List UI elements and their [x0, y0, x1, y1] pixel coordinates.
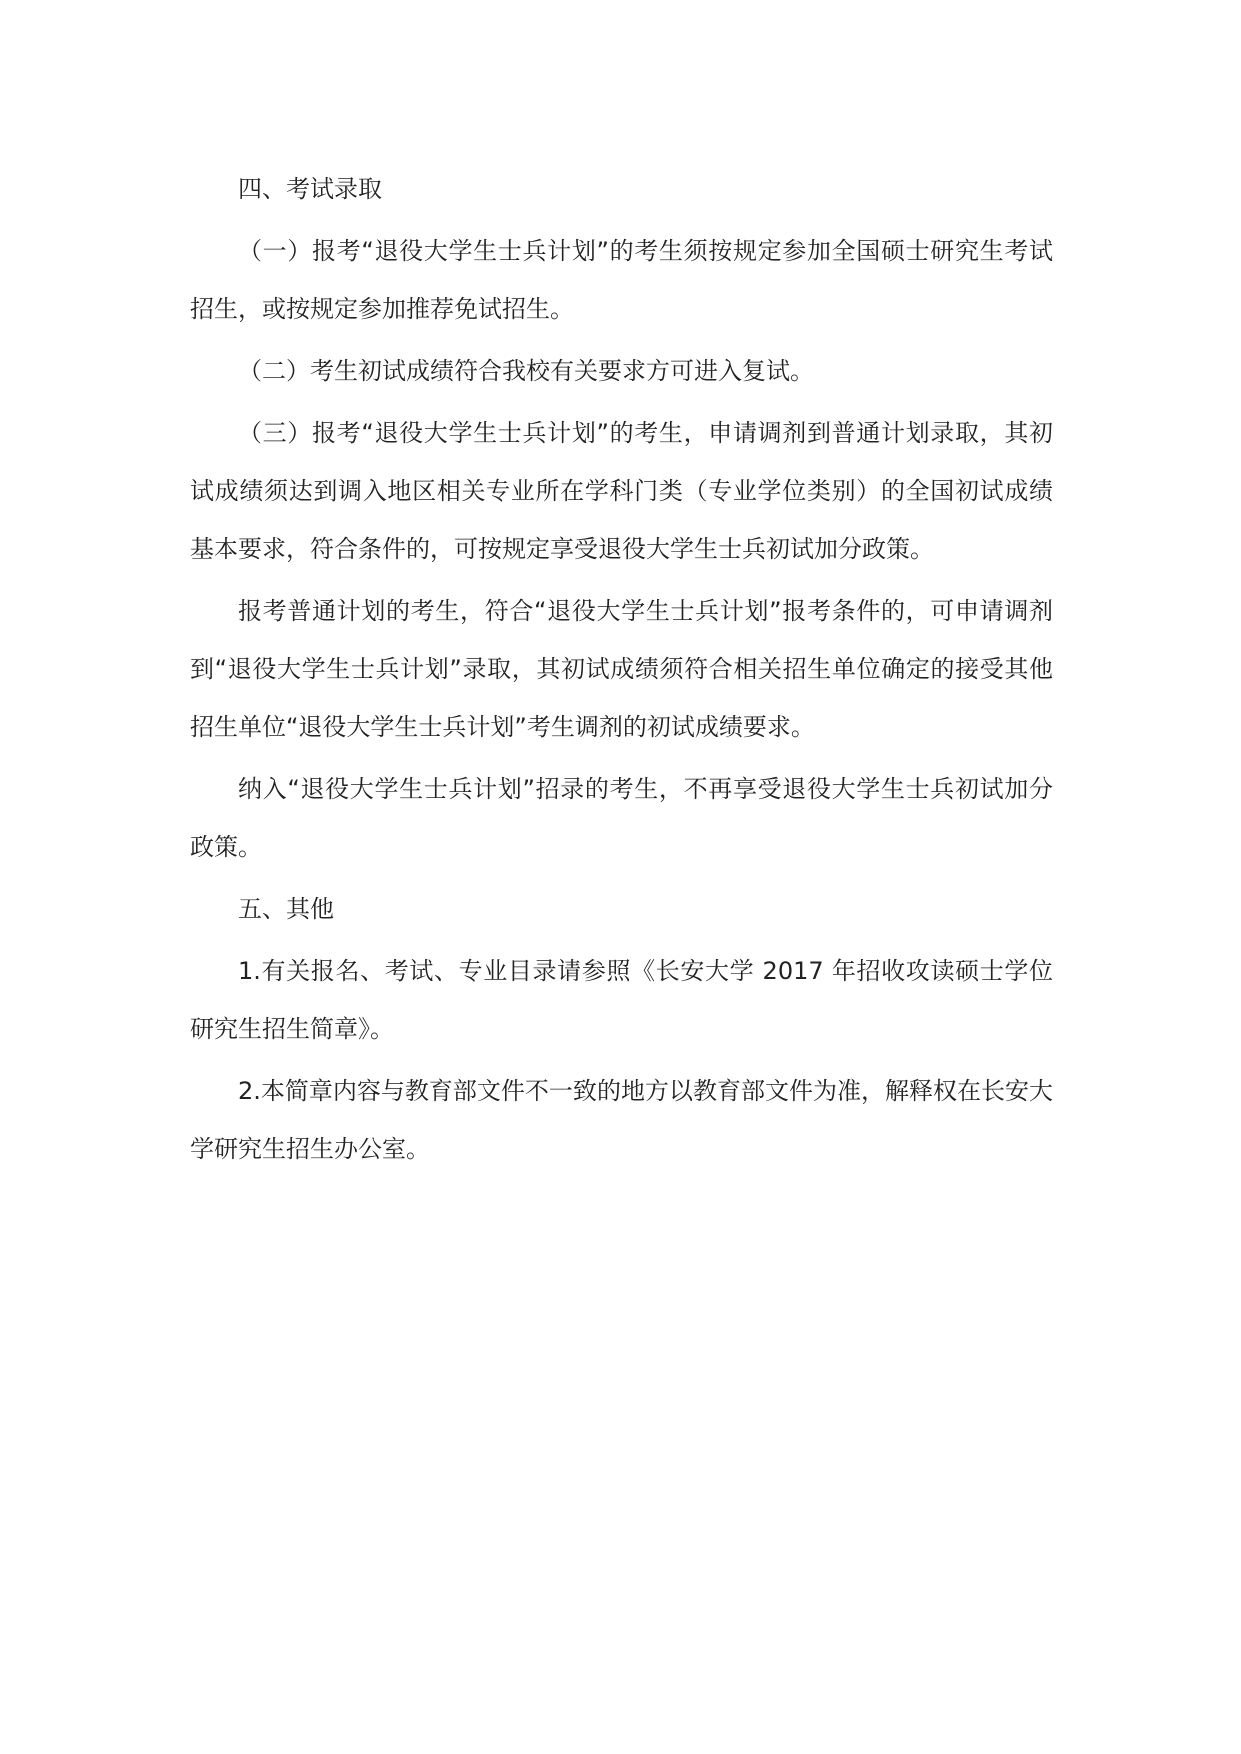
document-body [190, 160, 1053, 1182]
paragraph-exam-4: 报考普通计划的考生，符合“退役大学生士兵计划”报考条件的，可申请调剂到“退役大学生士兵计划”录取，其初试成绩须符合相关招生单位确定的接受其他招生单位“退役大学生士兵计划”考生调剂的初试成绩要求。 [190, 597, 1053, 741]
section-heading-exam-admission: 四、考试录取 [238, 175, 382, 203]
paragraph-exam-5: 纳入“退役大学生士兵计划”招录的考生，不再享受退役大学生士兵初试加分政策。 [190, 775, 1053, 861]
paragraph-other-2: 2.本简章内容与教育部文件不一致的地方以教育部文件为准，解释权在长安大学研究生招生办公室。 [190, 1077, 1053, 1163]
paragraph-exam-1: （一）报考“退役大学生士兵计划”的考生须按规定参加全国硕士研究生考试招生，或按规定参加推荐免试招生。 [190, 237, 1053, 323]
paragraph-other-1: 1.有关报名、考试、专业目录请参照《长安大学 2017 年招收攻读硕士学位研究生招生简章》。 [190, 957, 1053, 1043]
paragraph-exam-2: （二）考生初试成绩符合我校有关要求方可进入复试。 [238, 357, 814, 385]
paragraph-exam-3: （三）报考“退役大学生士兵计划”的考生，申请调剂到普通计划录取，其初试成绩须达到调入地区相关专业所在学科门类（专业学位类别）的全国初试成绩基本要求，符合条件的，可按规定享受退役大学生士兵初试加分政策。 [190, 419, 1053, 563]
section-heading-other: 五、其他 [238, 895, 334, 923]
